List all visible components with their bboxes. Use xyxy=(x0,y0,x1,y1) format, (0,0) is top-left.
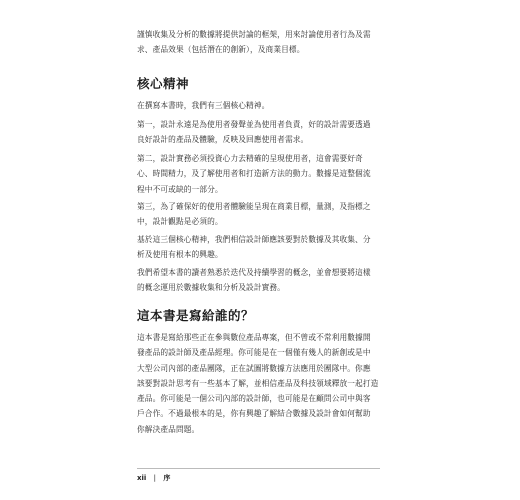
text-line: 我們希望本書的讀者熟悉於迭代及持續學習的概念，並會想要將這樣 xyxy=(137,268,371,277)
text-line: 第二，設計實務必須投資心力去精確的呈現使用者，這會需要好奇 xyxy=(137,154,363,163)
text-line: 你解決產品問題。 xyxy=(137,424,200,434)
text-line: 中，設計觀點是必須的。 xyxy=(137,217,223,227)
text-line: 第一，設計永遠是為使用者發聲並為使用者負責，好的設計需要透過 xyxy=(137,120,371,129)
text-line: 求、產品效果（包括潛在的創新），及商業目標。 xyxy=(137,45,305,55)
text-line: 這本書是寫給那些正在參與數位產品專案，但不曾或不常利用數據開 xyxy=(137,333,371,342)
section-heading-audience: 這本書是寫給誰的？ xyxy=(137,308,255,323)
paragraph xyxy=(137,265,382,296)
paragraph xyxy=(137,232,382,263)
paragraph xyxy=(137,117,382,148)
text-line: 發產品的設計師及產品經理。你可能是在一個僅有幾人的新創或是中 xyxy=(137,348,371,358)
footer-label xyxy=(137,473,170,483)
footer-separator: | xyxy=(153,474,156,482)
text-line: 第三，為了確保好的使用者體驗能呈現在商業目標，量測，及指標之 xyxy=(137,202,371,211)
text-line: 戶合作。不過最根本的是，你有興趣了解結合數據及設計會如何幫助 xyxy=(137,409,371,419)
paragraph xyxy=(137,199,382,230)
text-line: 在撰寫本書時，我們有三個核心精神。 xyxy=(137,101,270,110)
text-line: 良好設計的產品及體驗，反映及回應使用者需求。 xyxy=(137,135,309,145)
text-line: 該要對設計思考有一些基本了解，並相信產品及科技領域釋放一起打造 xyxy=(137,378,379,388)
text-line: 心、時間精力，及了解使用者和打造新方法的動力。數據是這整個流 xyxy=(137,169,371,179)
page-number: xii xyxy=(137,474,147,482)
paragraph xyxy=(137,330,382,437)
section-heading-core-spirit: 核心精神 xyxy=(137,76,190,91)
text-line: 謹慎收集及分析的數據將提供討論的框架，用來討論使用者行為及需 xyxy=(137,30,371,39)
text-line: 大型公司內部的產品團隊，正在試圖將數據方法應用於團隊中。你應 xyxy=(137,363,371,373)
paragraph xyxy=(137,151,382,197)
paragraph xyxy=(137,98,382,113)
text-line: 析及使用有根本的興趣。 xyxy=(137,250,223,260)
text-line: 的概念運用於數據收集和分析及設計實務。 xyxy=(137,283,285,293)
footer-section: 序 xyxy=(163,474,171,482)
page-footer xyxy=(137,468,380,482)
text-line: 程中不可或缺的一部分。 xyxy=(137,184,223,194)
text-line: 基於這三個核心精神，我們相信設計師應該要對於數據及其收集、分 xyxy=(137,235,371,244)
intro-paragraph xyxy=(137,27,382,58)
text-line: 產品。你可能是一個公司內部的設計師，也可能是在顧問公司中與客 xyxy=(137,394,371,404)
